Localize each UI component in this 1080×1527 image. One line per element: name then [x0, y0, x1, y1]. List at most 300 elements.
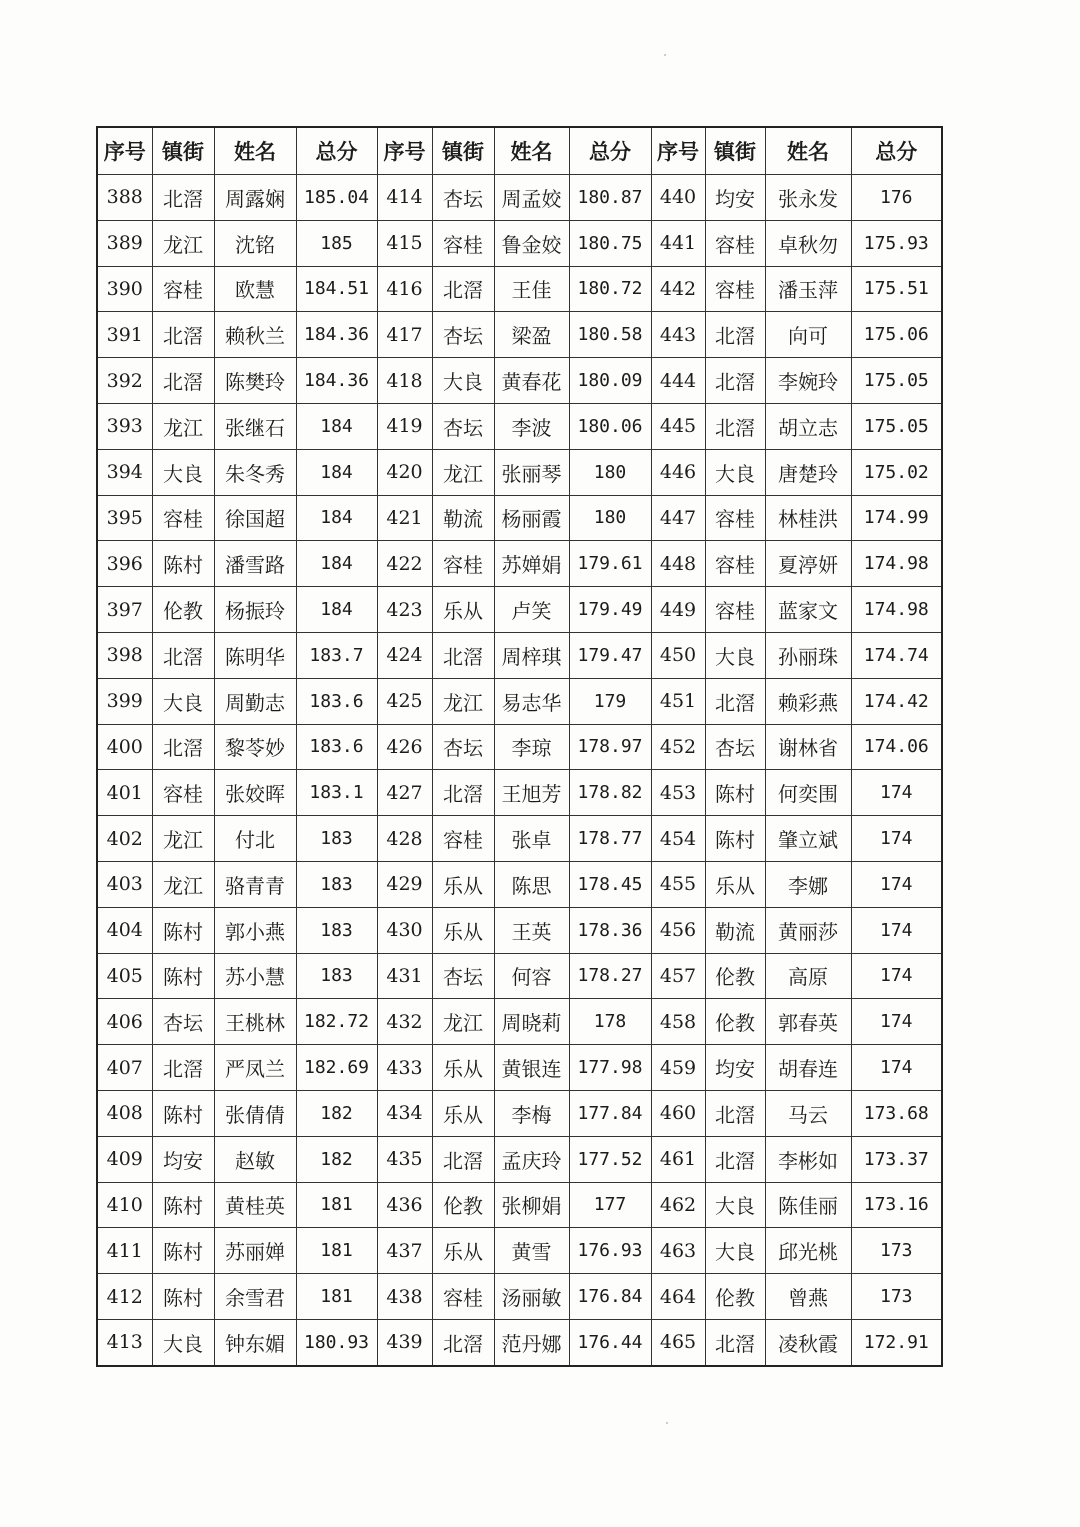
name-cell: 胡立志 [765, 403, 851, 449]
town-cell: 陈村 [705, 770, 765, 816]
name-cell: 凌秋霞 [765, 1319, 851, 1365]
name-cell: 苏丽婵 [214, 1228, 296, 1274]
seq-cell: 405 [97, 953, 152, 999]
seq-cell: 433 [377, 1045, 432, 1091]
seq-cell: 447 [651, 495, 705, 541]
score-cell: 182.69 [296, 1045, 377, 1091]
score-cell: 175.51 [851, 266, 942, 312]
seq-cell: 459 [651, 1045, 705, 1091]
name-cell: 曾燕 [765, 1274, 851, 1320]
name-cell: 梁盈 [494, 312, 569, 358]
town-cell: 北滘 [432, 266, 494, 312]
seq-cell: 425 [377, 678, 432, 724]
score-cell: 178.82 [569, 770, 651, 816]
score-cell: 183 [296, 953, 377, 999]
table-row [97, 495, 942, 541]
score-cell: 183.6 [296, 678, 377, 724]
name-cell: 何容 [494, 953, 569, 999]
name-cell: 周勤志 [214, 678, 296, 724]
seq-cell: 432 [377, 999, 432, 1045]
seq-cell: 456 [651, 907, 705, 953]
seq-cell: 438 [377, 1274, 432, 1320]
name-cell: 郭春英 [765, 999, 851, 1045]
table-row [97, 312, 942, 358]
table-row [97, 1090, 942, 1136]
name-cell: 邱光桃 [765, 1228, 851, 1274]
town-cell: 陈村 [152, 1274, 214, 1320]
town-cell: 乐从 [432, 907, 494, 953]
name-cell: 孙丽珠 [765, 632, 851, 678]
name-cell: 赖秋兰 [214, 312, 296, 358]
name-cell: 张丽琴 [494, 449, 569, 495]
name-cell: 林桂洪 [765, 495, 851, 541]
seq-cell: 440 [651, 175, 705, 221]
seq-cell: 414 [377, 175, 432, 221]
town-cell: 大良 [705, 1182, 765, 1228]
town-cell: 北滘 [705, 678, 765, 724]
town-cell: 均安 [705, 175, 765, 221]
seq-cell: 391 [97, 312, 152, 358]
seq-cell: 417 [377, 312, 432, 358]
town-cell: 北滘 [152, 632, 214, 678]
score-cell: 184 [296, 587, 377, 633]
name-cell: 孟庆玲 [494, 1136, 569, 1182]
seq-cell: 402 [97, 816, 152, 862]
score-cell: 182.72 [296, 999, 377, 1045]
seq-cell: 448 [651, 541, 705, 587]
town-cell: 北滘 [705, 358, 765, 404]
score-cell: 174.42 [851, 678, 942, 724]
seq-cell: 444 [651, 358, 705, 404]
score-cell: 182 [296, 1136, 377, 1182]
seq-cell: 412 [97, 1274, 152, 1320]
header-town-1: 镇街 [152, 127, 214, 175]
seq-cell: 430 [377, 907, 432, 953]
header-town-2: 镇街 [432, 127, 494, 175]
town-cell: 均安 [152, 1136, 214, 1182]
seq-cell: 436 [377, 1182, 432, 1228]
table-row [97, 861, 942, 907]
name-cell: 潘玉萍 [765, 266, 851, 312]
town-cell: 北滘 [432, 632, 494, 678]
header-name-3: 姓名 [765, 127, 851, 175]
score-cell: 180.06 [569, 403, 651, 449]
name-cell: 赵敏 [214, 1136, 296, 1182]
score-cell: 174 [851, 816, 942, 862]
town-cell: 大良 [152, 678, 214, 724]
town-cell: 北滘 [432, 1136, 494, 1182]
score-cell: 184 [296, 403, 377, 449]
seq-cell: 443 [651, 312, 705, 358]
score-cell: 177.84 [569, 1090, 651, 1136]
seq-cell: 450 [651, 632, 705, 678]
town-cell: 北滘 [705, 1090, 765, 1136]
town-cell: 伦教 [705, 953, 765, 999]
name-cell: 卢笑 [494, 587, 569, 633]
town-cell: 乐从 [432, 587, 494, 633]
seq-cell: 390 [97, 266, 152, 312]
town-cell: 大良 [152, 1319, 214, 1365]
seq-cell: 435 [377, 1136, 432, 1182]
score-cell: 176.84 [569, 1274, 651, 1320]
score-cell: 178.45 [569, 861, 651, 907]
table-row [97, 1136, 942, 1182]
town-cell: 杏坛 [432, 403, 494, 449]
seq-cell: 408 [97, 1090, 152, 1136]
name-cell: 徐国超 [214, 495, 296, 541]
town-cell: 北滘 [705, 403, 765, 449]
name-cell: 范丹娜 [494, 1319, 569, 1365]
name-cell: 易志华 [494, 678, 569, 724]
seq-cell: 449 [651, 587, 705, 633]
seq-cell: 454 [651, 816, 705, 862]
name-cell: 严凤兰 [214, 1045, 296, 1091]
table-row [97, 770, 942, 816]
town-cell: 容桂 [705, 266, 765, 312]
name-cell: 王英 [494, 907, 569, 953]
town-cell: 容桂 [705, 220, 765, 266]
town-cell: 容桂 [152, 495, 214, 541]
name-cell: 付北 [214, 816, 296, 862]
score-cell: 172.91 [851, 1319, 942, 1365]
town-cell: 北滘 [152, 1045, 214, 1091]
seq-cell: 460 [651, 1090, 705, 1136]
score-cell: 174.98 [851, 587, 942, 633]
name-cell: 高原 [765, 953, 851, 999]
seq-cell: 415 [377, 220, 432, 266]
score-cell: 183 [296, 907, 377, 953]
name-cell: 周露娴 [214, 175, 296, 221]
name-cell: 王旭芳 [494, 770, 569, 816]
town-cell: 乐从 [432, 1090, 494, 1136]
seq-cell: 407 [97, 1045, 152, 1091]
town-cell: 北滘 [432, 1319, 494, 1365]
town-cell: 乐从 [432, 1045, 494, 1091]
score-cell: 184.51 [296, 266, 377, 312]
town-cell: 陈村 [705, 816, 765, 862]
name-cell: 李彬如 [765, 1136, 851, 1182]
score-cell: 174.98 [851, 541, 942, 587]
seq-cell: 395 [97, 495, 152, 541]
name-cell: 朱冬秀 [214, 449, 296, 495]
town-cell: 龙江 [432, 999, 494, 1045]
score-cell: 180.58 [569, 312, 651, 358]
name-cell: 陈樊玲 [214, 358, 296, 404]
score-cell: 180.93 [296, 1319, 377, 1365]
town-cell: 北滘 [152, 358, 214, 404]
seq-cell: 426 [377, 724, 432, 770]
header-row [97, 127, 942, 175]
name-cell: 李娜 [765, 861, 851, 907]
seq-cell: 431 [377, 953, 432, 999]
town-cell: 伦教 [705, 999, 765, 1045]
name-cell: 汤丽敏 [494, 1274, 569, 1320]
score-cell: 173 [851, 1274, 942, 1320]
score-cell: 181 [296, 1182, 377, 1228]
table-row [97, 1182, 942, 1228]
town-cell: 容桂 [432, 816, 494, 862]
table-row [97, 724, 942, 770]
town-cell: 容桂 [705, 587, 765, 633]
name-cell: 苏小慧 [214, 953, 296, 999]
name-cell: 张永发 [765, 175, 851, 221]
town-cell: 北滘 [152, 175, 214, 221]
town-cell: 乐从 [705, 861, 765, 907]
seq-cell: 394 [97, 449, 152, 495]
seq-cell: 392 [97, 358, 152, 404]
town-cell: 大良 [705, 1228, 765, 1274]
town-cell: 乐从 [432, 1228, 494, 1274]
score-cell: 182 [296, 1090, 377, 1136]
name-cell: 马云 [765, 1090, 851, 1136]
score-cell: 180.72 [569, 266, 651, 312]
seq-cell: 446 [651, 449, 705, 495]
score-cell: 181 [296, 1274, 377, 1320]
seq-cell: 457 [651, 953, 705, 999]
town-cell: 北滘 [152, 724, 214, 770]
town-cell: 龙江 [152, 816, 214, 862]
score-cell: 185.04 [296, 175, 377, 221]
seq-cell: 413 [97, 1319, 152, 1365]
seq-cell: 416 [377, 266, 432, 312]
name-cell: 李琼 [494, 724, 569, 770]
name-cell: 周梓琪 [494, 632, 569, 678]
name-cell: 李波 [494, 403, 569, 449]
score-cell: 181 [296, 1228, 377, 1274]
seq-cell: 397 [97, 587, 152, 633]
name-cell: 卓秋勿 [765, 220, 851, 266]
town-cell: 陈村 [152, 1182, 214, 1228]
town-cell: 大良 [705, 449, 765, 495]
header-seq-1: 序号 [97, 127, 152, 175]
header-score-3: 总分 [851, 127, 942, 175]
town-cell: 容桂 [705, 495, 765, 541]
score-cell: 173.16 [851, 1182, 942, 1228]
name-cell: 沈铭 [214, 220, 296, 266]
score-cell: 180.75 [569, 220, 651, 266]
score-cell: 184 [296, 495, 377, 541]
header-name-1: 姓名 [214, 127, 296, 175]
seq-cell: 465 [651, 1319, 705, 1365]
score-cell: 175.05 [851, 403, 942, 449]
seq-cell: 451 [651, 678, 705, 724]
name-cell: 张倩倩 [214, 1090, 296, 1136]
table-body [97, 175, 942, 1366]
name-cell: 蓝家文 [765, 587, 851, 633]
name-cell: 张姣晖 [214, 770, 296, 816]
table-row [97, 175, 942, 221]
name-cell: 黄春花 [494, 358, 569, 404]
score-table [96, 126, 943, 1367]
seq-cell: 404 [97, 907, 152, 953]
score-cell: 177.98 [569, 1045, 651, 1091]
score-cell: 183 [296, 816, 377, 862]
seq-cell: 429 [377, 861, 432, 907]
score-cell: 173.68 [851, 1090, 942, 1136]
table-row [97, 541, 942, 587]
table-row [97, 678, 942, 724]
town-cell: 北滘 [432, 770, 494, 816]
score-cell: 178.97 [569, 724, 651, 770]
town-cell: 大良 [705, 632, 765, 678]
header-score-1: 总分 [296, 127, 377, 175]
town-cell: 容桂 [432, 541, 494, 587]
score-cell: 174 [851, 861, 942, 907]
name-cell: 黄银连 [494, 1045, 569, 1091]
name-cell: 欧慧 [214, 266, 296, 312]
town-cell: 容桂 [432, 220, 494, 266]
score-cell: 175.05 [851, 358, 942, 404]
score-cell: 179 [569, 678, 651, 724]
seq-cell: 453 [651, 770, 705, 816]
name-cell: 向可 [765, 312, 851, 358]
table-row [97, 907, 942, 953]
town-cell: 勒流 [705, 907, 765, 953]
table-row [97, 999, 942, 1045]
name-cell: 张卓 [494, 816, 569, 862]
score-cell: 179.61 [569, 541, 651, 587]
name-cell: 周孟姣 [494, 175, 569, 221]
name-cell: 张柳娟 [494, 1182, 569, 1228]
town-cell: 陈村 [152, 1090, 214, 1136]
score-cell: 183.1 [296, 770, 377, 816]
table-row [97, 816, 942, 862]
scan-speck [664, 54, 666, 56]
score-cell: 183.6 [296, 724, 377, 770]
name-cell: 杨振玲 [214, 587, 296, 633]
score-cell: 173.37 [851, 1136, 942, 1182]
name-cell: 赖彩燕 [765, 678, 851, 724]
seq-cell: 437 [377, 1228, 432, 1274]
score-cell: 185 [296, 220, 377, 266]
seq-cell: 396 [97, 541, 152, 587]
name-cell: 胡春连 [765, 1045, 851, 1091]
town-cell: 容桂 [705, 541, 765, 587]
table-row [97, 403, 942, 449]
table-row [97, 632, 942, 678]
seq-cell: 427 [377, 770, 432, 816]
name-cell: 王佳 [494, 266, 569, 312]
score-cell: 176.93 [569, 1228, 651, 1274]
town-cell: 容桂 [152, 770, 214, 816]
seq-cell: 403 [97, 861, 152, 907]
table-row [97, 587, 942, 633]
town-cell: 容桂 [152, 266, 214, 312]
seq-cell: 420 [377, 449, 432, 495]
table-row [97, 449, 942, 495]
header-seq-2: 序号 [377, 127, 432, 175]
seq-cell: 401 [97, 770, 152, 816]
score-cell: 174 [851, 770, 942, 816]
score-cell: 178.77 [569, 816, 651, 862]
name-cell: 黄丽莎 [765, 907, 851, 953]
town-cell: 大良 [432, 358, 494, 404]
score-cell: 174.74 [851, 632, 942, 678]
name-cell: 周晓莉 [494, 999, 569, 1045]
score-cell: 180 [569, 449, 651, 495]
table-row [97, 1274, 942, 1320]
score-cell: 178 [569, 999, 651, 1045]
seq-cell: 455 [651, 861, 705, 907]
town-cell: 北滘 [705, 312, 765, 358]
name-cell: 谢林省 [765, 724, 851, 770]
table-row [97, 1045, 942, 1091]
name-cell: 杨丽霞 [494, 495, 569, 541]
seq-cell: 422 [377, 541, 432, 587]
town-cell: 伦教 [432, 1182, 494, 1228]
score-cell: 180.87 [569, 175, 651, 221]
score-cell: 174 [851, 907, 942, 953]
name-cell: 骆青青 [214, 861, 296, 907]
name-cell: 钟东媚 [214, 1319, 296, 1365]
header-name-2: 姓名 [494, 127, 569, 175]
seq-cell: 434 [377, 1090, 432, 1136]
town-cell: 陈村 [152, 1228, 214, 1274]
score-cell: 174 [851, 1045, 942, 1091]
seq-cell: 458 [651, 999, 705, 1045]
name-cell: 黄桂英 [214, 1182, 296, 1228]
score-cell: 177.52 [569, 1136, 651, 1182]
score-cell: 174.06 [851, 724, 942, 770]
name-cell: 黄雪 [494, 1228, 569, 1274]
town-cell: 伦教 [152, 587, 214, 633]
town-cell: 大良 [152, 449, 214, 495]
town-cell: 容桂 [432, 1274, 494, 1320]
score-cell: 173 [851, 1228, 942, 1274]
seq-cell: 439 [377, 1319, 432, 1365]
score-cell: 184.36 [296, 312, 377, 358]
town-cell: 北滘 [152, 312, 214, 358]
town-cell: 陈村 [152, 953, 214, 999]
score-cell: 184 [296, 449, 377, 495]
name-cell: 黎苓妙 [214, 724, 296, 770]
seq-cell: 423 [377, 587, 432, 633]
town-cell: 北滘 [705, 1319, 765, 1365]
town-cell: 杏坛 [432, 953, 494, 999]
name-cell: 苏婵娟 [494, 541, 569, 587]
town-cell: 杏坛 [432, 312, 494, 358]
name-cell: 王桃林 [214, 999, 296, 1045]
table-row [97, 953, 942, 999]
seq-cell: 393 [97, 403, 152, 449]
seq-cell: 399 [97, 678, 152, 724]
seq-cell: 388 [97, 175, 152, 221]
seq-cell: 409 [97, 1136, 152, 1182]
score-cell: 175.93 [851, 220, 942, 266]
seq-cell: 389 [97, 220, 152, 266]
town-cell: 杏坛 [432, 175, 494, 221]
town-cell: 陈村 [152, 907, 214, 953]
table-row [97, 1319, 942, 1365]
seq-cell: 462 [651, 1182, 705, 1228]
name-cell: 李梅 [494, 1090, 569, 1136]
score-cell: 174.99 [851, 495, 942, 541]
header-score-2: 总分 [569, 127, 651, 175]
name-cell: 何奕围 [765, 770, 851, 816]
name-cell: 余雪君 [214, 1274, 296, 1320]
name-cell: 张继石 [214, 403, 296, 449]
town-cell: 龙江 [152, 403, 214, 449]
score-cell: 174 [851, 999, 942, 1045]
town-cell: 伦教 [705, 1274, 765, 1320]
score-cell: 179.49 [569, 587, 651, 633]
town-cell: 乐从 [432, 861, 494, 907]
header-seq-3: 序号 [651, 127, 705, 175]
header-town-3: 镇街 [705, 127, 765, 175]
name-cell: 郭小燕 [214, 907, 296, 953]
scan-speck [666, 1422, 668, 1424]
town-cell: 均安 [705, 1045, 765, 1091]
